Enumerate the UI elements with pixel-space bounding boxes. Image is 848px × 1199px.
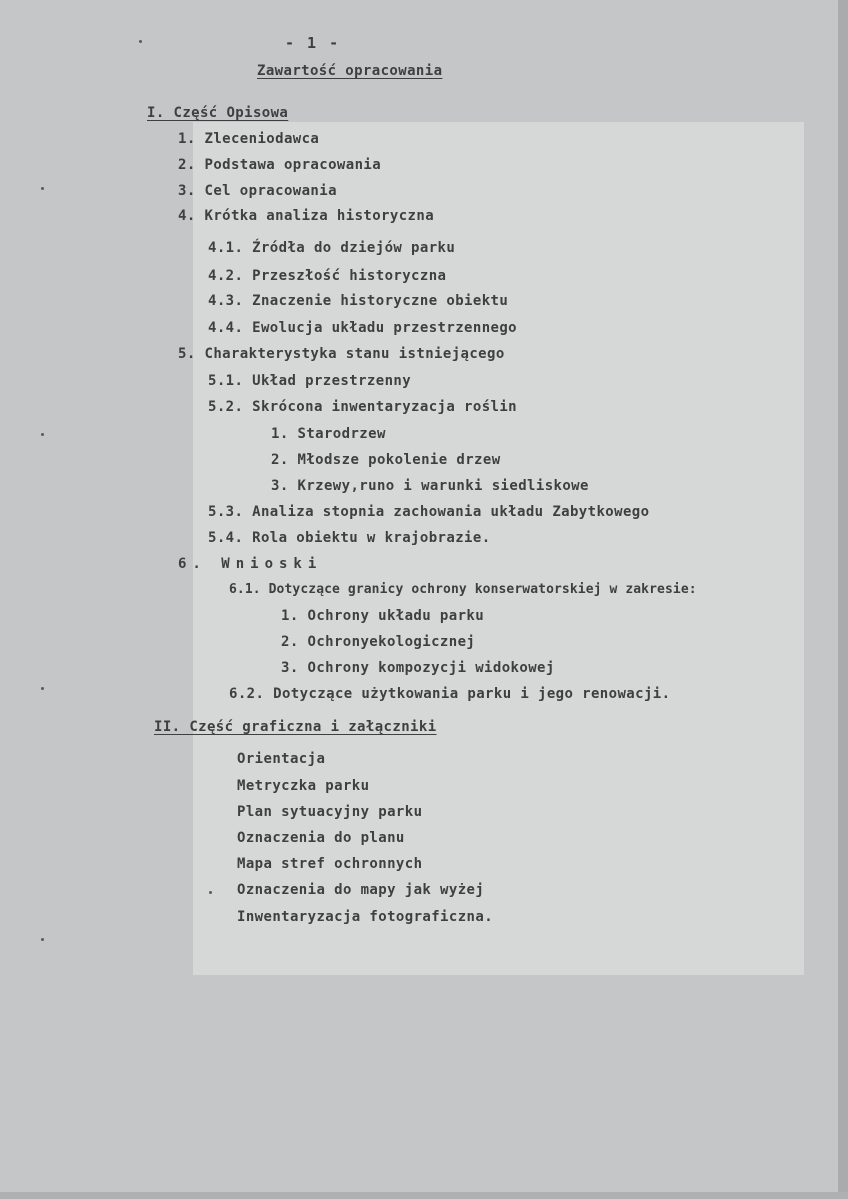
toc-subitem: 4.4. Ewolucja układu przestrzennego: [208, 320, 518, 336]
toc-subitem: 4.3. Znaczenie historyczne obiektu: [208, 293, 509, 309]
attachment-item: Mapa stref ochronnych: [237, 856, 423, 872]
toc-item: 5. Charakterystyka stanu istniejącego: [178, 346, 505, 362]
scan-speck: [41, 187, 44, 190]
toc-item: 2. Podstawa opracowania: [178, 157, 382, 173]
toc-item: 6. Wnioski: [178, 556, 323, 572]
toc-item: 3. Cel opracowania: [178, 183, 337, 199]
attachment-item: Orientacja: [237, 751, 326, 767]
toc-subitem: 4.1. Źródła do dziejów parku: [208, 240, 456, 256]
toc-subitem: 6.2. Dotyczące użytkowania parku i jego renowacji.: [229, 686, 671, 702]
toc-subitem: 4.2. Przeszłość historyczna: [208, 268, 447, 284]
scan-speck: [41, 938, 44, 941]
toc-subsubitem: 1. Starodrzew: [271, 426, 386, 442]
section-heading-descriptive: I. Część Opisowa: [147, 105, 289, 121]
toc-subitem: 5.2. Skrócona inwentaryzacja roślin: [208, 399, 518, 415]
attachment-item: Inwentaryzacja fotograficzna.: [237, 909, 494, 925]
attachment-item: Plan sytuacyjny parku: [237, 804, 423, 820]
toc-subsubitem: 3. Krzewy,runo i warunki siedliskowe: [271, 478, 589, 494]
scan-speck: [41, 433, 44, 436]
attachment-item: Metryczka parku: [237, 778, 370, 794]
page-number: - 1 -: [285, 34, 341, 52]
scan-speck: [139, 40, 142, 43]
toc-subitem: 6.1. Dotyczące granicy ochrony konserwatorskiej w zakresie:: [229, 582, 697, 597]
toc-subitem: 5.4. Rola obiektu w krajobrazie.: [208, 530, 491, 546]
toc-subsubitem: 1. Ochrony układu parku: [281, 608, 485, 624]
toc-subitem: 5.1. Układ przestrzenny: [208, 373, 412, 389]
toc-subsubitem: 2. Młodsze pokolenie drzew: [271, 452, 501, 468]
toc-subitem: 5.3. Analiza stopnia zachowania układu Zabytkowego: [208, 504, 650, 520]
toc-item: 1. Zleceniodawca: [178, 131, 320, 147]
scan-speck: [209, 891, 212, 894]
page-edge-right: [838, 0, 848, 1199]
attachment-item: Oznaczenia do planu: [237, 830, 405, 846]
toc-subsubitem: 2. Ochronyekologicznej: [281, 634, 476, 650]
toc-item: 4. Krótka analiza historyczna: [178, 208, 435, 224]
toc-subsubitem: 3. Ochrony kompozycji widokowej: [281, 660, 555, 676]
page-edge-bottom: [0, 1192, 848, 1199]
scan-speck: [41, 687, 44, 690]
section-heading-graphic: II. Część graficzna i załączniki: [154, 719, 437, 735]
document-title: Zawartość opracowania: [257, 63, 443, 79]
attachment-item: Oznaczenia do mapy jak wyżej: [237, 882, 485, 898]
